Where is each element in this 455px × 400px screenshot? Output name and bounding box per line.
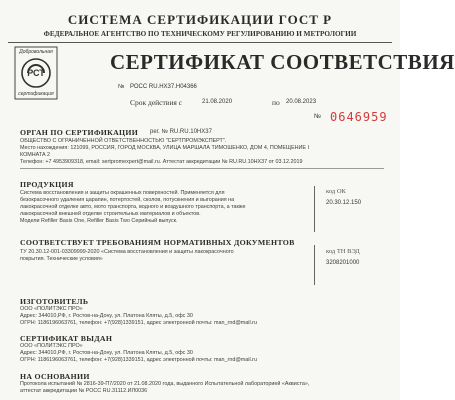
product-code-divider	[314, 186, 315, 232]
okp-code-value: 20.30.12.150	[326, 200, 362, 206]
gost-r-logo	[14, 46, 58, 100]
valid-to: 20.08.2023	[286, 99, 317, 105]
okp-code-label: код ОК	[326, 188, 346, 195]
basis-line1: Протокола испытаний № 2816-39-П7/2020 от 21.08.2020 года, выданного Испытательной лабораторией «Аквиста»,	[20, 381, 310, 387]
cert-body-reg: рег. № RU.RU.10НХ37	[150, 129, 212, 135]
manufacturer-line1: ООО «ПОЛИТЭКС ПРО»	[20, 306, 83, 312]
basis-line2: аттестат аккредитации № РОСС RU.31112.ИЛ0036	[20, 388, 148, 394]
issued-to-line1: ООО «ПОЛИТЭКС ПРО»	[20, 343, 83, 349]
tnved-code-value: 3208201000	[326, 260, 360, 266]
valid-from: 21.08.2020	[202, 99, 233, 105]
issued-to-heading: СЕРТИФИКАТ ВЫДАН	[20, 334, 113, 343]
reg-number-label: №	[118, 84, 125, 90]
serial-number: 0646959	[330, 110, 388, 124]
cert-body-line3: КОМНАТА 2	[20, 152, 51, 158]
product-line3: лакокрасочной отделке авто, мото транспорта, водного и воздушного транспорта, а также	[20, 204, 246, 210]
cert-body-divider	[20, 168, 384, 169]
validity-to-label: по	[272, 98, 280, 107]
serial-label: №	[314, 113, 321, 120]
manufacturer-line3: ОГРН: 1186196063761, телефон: +7(928)1339151, адрес электронной почты: man_rnd@mail.ru	[20, 320, 257, 326]
agency-title: ФЕДЕРАЛЬНОЕ АГЕНТСТВО ПО ТЕХНИЧЕСКОМУ РЕГУЛИРОВАНИЮ И МЕТРОЛОГИИ	[43, 30, 357, 38]
basis-heading: НА ОСНОВАНИИ	[20, 372, 90, 381]
cert-body-line2: Место нахождения: 121099, РОССИЯ, ГОРОД МОСКВА, УЛИЦА МАРШАЛА ТИМОШЕНКО, ДОМ 4, ПОМЕЩЕНИЕ I	[20, 145, 310, 151]
system-title: СИСТЕМА СЕРТИФИКАЦИИ ГОСТ Р	[67, 12, 333, 27]
validity-label: Срок действия с	[130, 98, 182, 107]
manufacturer-heading: ИЗГОТОВИТЕЛЬ	[20, 297, 89, 306]
cert-body-line4: Телефон: +7 4953909318, email: sertpromexpert@mail.ru. Аттестат аккредитации № RU.RU.10НХ37 от 03.12.2019	[20, 159, 303, 165]
product-line5: Модели Refiller Basis One, Refiller Basis Two Серийный выпуск.	[20, 218, 178, 224]
manufacturer-line2: Адрес: 344010,РФ, г. Ростов-на-Дону, ул. Платона Кляты, д.5, офс 30	[20, 313, 193, 319]
header-divider	[8, 42, 392, 43]
issued-to-line3: ОГРН: 1186196063761, телефон: +7(928)1339151, адрес электронной почты: man_rnd@mail.ru	[20, 357, 257, 363]
logo-top-text: Добровольная	[19, 49, 53, 55]
requirements-code-divider	[314, 245, 315, 285]
product-line4: лакокрасочной внешней отделке строительных материалов и объектов.	[20, 211, 201, 217]
requirements-line1: ТУ 20.30.12-001-03309999-2020 «Система восстановления и защиты лакокрасочного	[20, 249, 234, 255]
cert-body-line1: ОБЩЕСТВО С ОГРАНИЧЕННОЙ ОТВЕТСТВЕННОСТЬЮ "СЕРТПРОМЭКСПЕРТ".	[20, 138, 227, 144]
cert-body-heading: ОРГАН ПО СЕРТИФИКАЦИИ	[20, 128, 139, 137]
product-heading: ПРОДУКЦИЯ	[20, 180, 74, 189]
requirements-line2: покрытия. Технические условия»	[20, 256, 103, 262]
certificate-title: СЕРТИФИКАТ СООТВЕТСТВИЯ	[110, 50, 455, 74]
product-line1: Система восстановления и защиты окрашенных поверхностей. Применяется для	[20, 190, 225, 196]
logo-bottom-text: сертификация	[18, 91, 54, 97]
product-line2: безокрасочного удаления царапин, потертостей, сколов, потускнения и выгорания на	[20, 197, 235, 203]
logo-mark-text: РСТ	[27, 68, 45, 78]
reg-number: РОСС RU.HX37.H04366	[130, 84, 197, 90]
requirements-heading: СООТВЕТСТВУЕТ ТРЕБОВАНИЯМ НОРМАТИВНЫХ ДОКУМЕНТОВ	[20, 238, 295, 247]
tnved-code-label: код ТН ВЭД	[326, 248, 360, 255]
issued-to-line2: Адрес: 344010,РФ, г. Ростов-на-Дону, ул. Платона Кляты, д.5, офс 30	[20, 350, 193, 356]
